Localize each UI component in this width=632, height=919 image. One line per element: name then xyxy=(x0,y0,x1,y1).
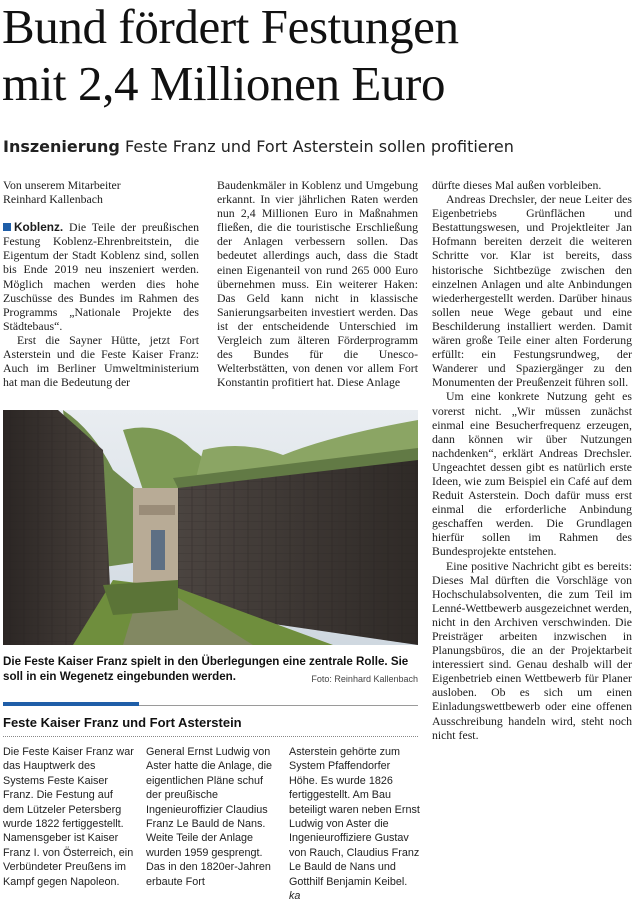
headline xyxy=(2,0,630,112)
subheadline-text: Feste Franz und Fort Asterstein sollen profitieren xyxy=(124,137,514,156)
article-column-3 xyxy=(432,178,632,919)
photo-caption: Die Feste Kaiser Franz spielt in den Überlegungen eine zentrale Rolle. Sie soll in ein Wegenetz eingebunden werden. xyxy=(3,655,409,683)
article-paragraph-4: Um eine konkrete Nutzung geht es vorerst nicht. „Wir müssen zunächst einmal eine Besucherfrequenz erzeugen, dann können wir über Nutzungen nachdenken“, erklärt Andreas Drechsler. Ungeachtet dessen gibt es natürlich erste Ideen, wie zum Beispiel ein Café auf dem Reduit Asterstein. Doch dafür muss erst einmal die erforderliche Anbindung geschaffen werden. Die Grundlagen hierfür sollen im Rahmen des Bundesprojekte entstehen. xyxy=(432,389,632,559)
infobox-accent-rule xyxy=(3,702,139,706)
byline-author: Reinhard Kallenbach xyxy=(3,192,103,207)
subheadline-kicker: Inszenierung xyxy=(3,137,120,156)
byline-line-1: Von unserem Mitarbeiter xyxy=(3,178,121,192)
article-column-1 xyxy=(3,178,199,389)
article-paragraph-1-text: Die Teile der preußischen Festung Koblenz-Ehrenbreitstein, die Eigentum der Stadt Koblenz sind, sollen bis Ende 2019 neu inszeniert werden. Möglich machen werden dies hohe Zuschüsse des Bundes im Rahmen des Programms „Nationale Projekte des Städtebaus“. xyxy=(3,220,199,333)
headline-line-1: Bund fördert Festungen xyxy=(2,0,459,54)
infobox-rule xyxy=(139,705,418,706)
fortress-photo-illustration xyxy=(3,410,418,645)
byline xyxy=(3,178,199,206)
infobox-column-2 xyxy=(146,745,278,889)
article-paragraph-3: Andreas Drechsler, der neue Leiter des Eigenbetriebs Grünflächen und Bestattungswesen, und Projektleiter Jan Hofmann bereiten derzeit die weiteren Schritte vor. Klar ist bereits, dass historische Sichtbezüge zwischen den einzelnen Anlagen und alte Anbindungen wiederhergestellt werden. Darüber hinaus sollen neue Wege gebaut und eine Beschilderung installiert werden. Damit wären große Teile einer alten Forderung erfüllt: ein Festungsrundweg, der Wanderer und Spaziergänger zu den Monumenten der Preußenzeit führen soll. xyxy=(432,192,632,390)
infobox-column-3-text xyxy=(289,745,421,903)
infobox-column-3-body: Asterstein gehörte zum System Pfaffendorfer Höhe. Es wurde 1826 fertiggestellt. Am Bau beteiligt waren neben Ernst Ludwig von Aster die Ingenieuroffiziere Gustav von Rauch, Claudius Franz Le Bauld de Nans und Gotthilf Benjamin Keibel. xyxy=(289,746,420,888)
dateline-square-icon xyxy=(3,223,11,231)
headline-line-2: mit 2,4 Millionen Euro xyxy=(2,56,446,111)
article-paragraph-1 xyxy=(3,220,199,333)
article-paragraph-5: Eine positive Nachricht gibt es bereits: Dieses Mal dürften die Vorschläge von Hochschulabsolventen, die zum Teil im Lenné-Wettbewerb ausgezeichnet werden, nicht in den Archiven verschwinden. Die Preisträger arbeiten inzwischen in Planungsbüros, die an der Projektarbeit interessiert sind. Genau deshalb will der Eigenbetrieb einen Wettbewerb für Planer ausloben. Ob es sich um einen Einladungswettbewerb oder eine offenen Ausschreibung handeln wird, steht noch nicht fest. xyxy=(432,558,632,742)
infobox-column-1 xyxy=(3,745,135,889)
article-paragraph-2-continued: Baudenkmäler in Koblenz und Umgebung erkannt. In vier jährlichen Raten werden nun 2,4 Millionen Euro in Maßnahmen fließen, die die touristische Erschließung der Anlagen verbessern sollen. Das bedeutet allerdings auch, dass die Stadt einen Eigenanteil von rund 265 000 Euro übernehmen muss. Ein weiterer Haken: Das Geld kann nicht in klassische Sanierungsarbeiten investiert werden. Das ist der entscheidende Unterschied im Vergleich zum älteren Förderprogramm des Bundes für die Unesco-Welterbstätten, von denen vor allem Fort Konstantin profitiert hat. Diese Anlage xyxy=(217,178,418,390)
infobox-signature: ka xyxy=(289,890,301,903)
article-continuation: dürfte dieses Mal außen vorbleiben. xyxy=(432,178,602,192)
subheadline xyxy=(3,136,629,158)
infobox-title: Feste Kaiser Franz und Fort Asterstein xyxy=(3,715,242,730)
article-paragraph-2: Erst die Sayner Hütte, jetzt Fort Asterstein und die Feste Kaiser Franz: Auch im Berliner Umweltministerium hat man die Bedeutung der xyxy=(3,332,199,390)
infobox-divider xyxy=(3,736,418,737)
photo-credit: Foto: Reinhard Kallenbach xyxy=(311,674,418,684)
article-photo xyxy=(3,410,418,645)
article-column-2 xyxy=(217,178,418,389)
infobox-column-1-text: Die Feste Kaiser Franz war das Hauptwerk des Systems Feste Kaiser Franz. Die Festung auf dem Lützeler Petersberg wurde 1822 fertiggestellt. Namensgeber ist Kaiser Franz I. von Österreich, ein Verbündeter Preußens im Kampf gegen Napoleon. xyxy=(3,746,134,888)
dateline: Koblenz. xyxy=(14,220,64,235)
infobox-column-3 xyxy=(289,745,421,903)
infobox-column-2-text: General Ernst Ludwig von Aster hatte die Anlage, die eigentlichen Pläne schuf der preußische Ingenieuroffizier Claudius Franz Le Bauld de Nans. Weite Teile der Anlage wurden 1959 gesprengt. Das in den 1820er-Jahren erbaute Fort xyxy=(146,746,273,888)
